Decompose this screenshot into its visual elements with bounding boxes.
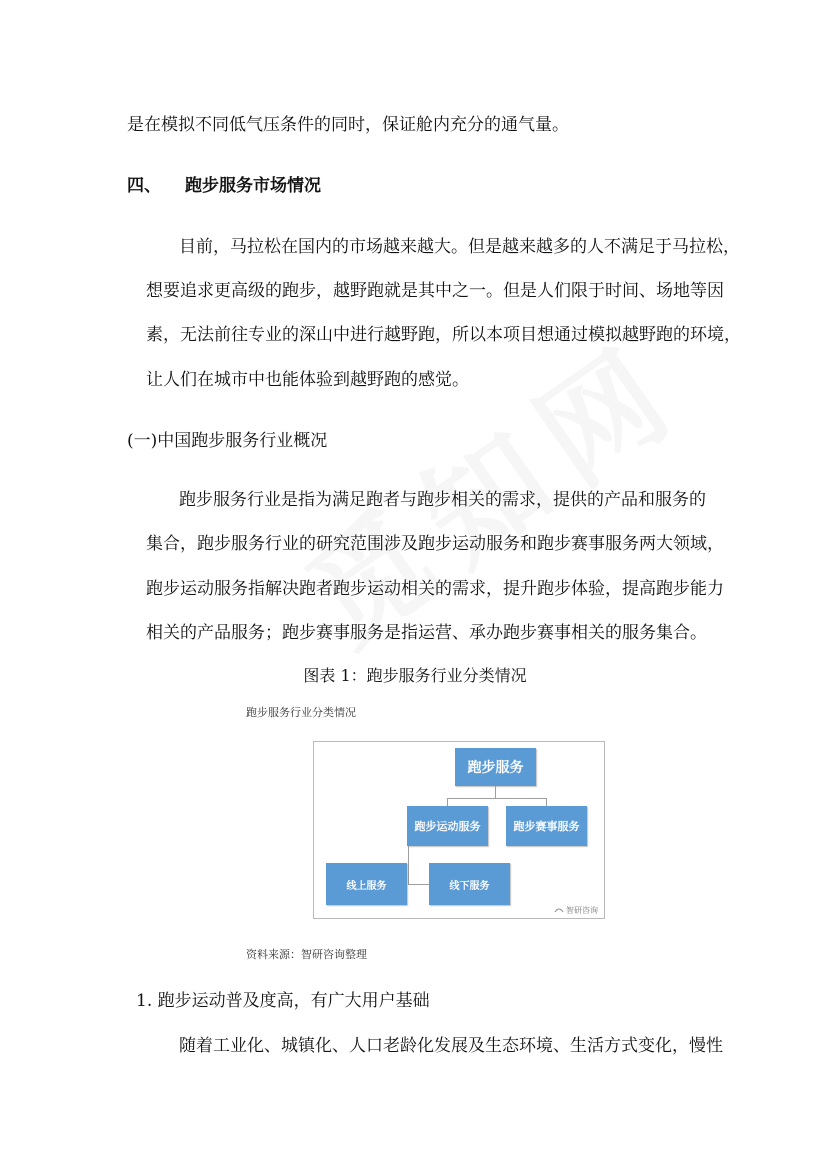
node-offline-service: 线下服务 xyxy=(429,863,510,905)
paragraph-line: 集合，跑步服务行业的研究范围涉及跑步运动服务和跑步赛事服务两大领域， xyxy=(146,534,724,554)
watermark xyxy=(269,295,712,677)
logo-icon xyxy=(554,906,564,916)
figure-frame xyxy=(313,741,605,919)
connector xyxy=(447,798,546,799)
node-running-event-service: 跑步赛事服务 xyxy=(506,806,587,846)
paragraph-line: 跑步服务行业是指为满足跑者与跑步相关的需求，提供的产品和服务的 xyxy=(179,490,706,510)
figure-title: 跑步服务行业分类情况 xyxy=(246,706,356,719)
list-item-heading: 1. 跑步运动普及度高，有广大用户基础 xyxy=(136,991,430,1011)
brand-mark xyxy=(554,905,598,916)
section-number: 四、 xyxy=(127,176,161,196)
paragraph-line: 是在模拟不同低气压条件的同时，保证舱内充分的通气量。 xyxy=(127,115,569,135)
node-running-service: 跑步服务 xyxy=(455,748,536,786)
paragraph-line: 想要追求更高级的跑步，越野跑就是其中之一。但是人们限于时间、场地等因 xyxy=(146,281,724,301)
subsection-heading: (一)中国跑步服务行业概况 xyxy=(127,431,328,451)
connector xyxy=(495,786,496,798)
paragraph-line: 目前，马拉松在国内的市场越来越大。但是越来越多的人不满足于马拉松， xyxy=(179,237,740,257)
connector xyxy=(408,884,429,885)
brand-label: 智研咨询 xyxy=(566,906,598,915)
connector xyxy=(408,846,409,884)
paragraph-line: 跑步运动服务指解决跑者跑步运动相关的需求，提升跑步体验，提高跑步能力 xyxy=(146,579,724,599)
connector xyxy=(546,798,547,806)
section-heading: 跑步服务市场情况 xyxy=(185,176,321,196)
figure-source: 资料来源：智研咨询整理 xyxy=(246,948,367,961)
paragraph-line: 素，无法前往专业的深山中进行越野跑，所以本项目想通过模拟越野跑的环境， xyxy=(146,325,741,345)
connector xyxy=(447,798,448,806)
paragraph-line: 让人们在城市中也能体验到越野跑的感觉。 xyxy=(146,370,469,390)
node-online-service: 线上服务 xyxy=(326,863,407,905)
node-running-sport-service: 跑步运动服务 xyxy=(407,806,488,846)
paragraph-line: 相关的产品服务；跑步赛事服务是指运营、承办跑步赛事相关的服务集合。 xyxy=(146,623,707,643)
paragraph-line: 随着工业化、城镇化、人口老龄化发展及生态环境、生活方式变化，慢性 xyxy=(179,1036,723,1056)
figure-caption: 图表 1：跑步服务行业分类情况 xyxy=(303,666,527,685)
